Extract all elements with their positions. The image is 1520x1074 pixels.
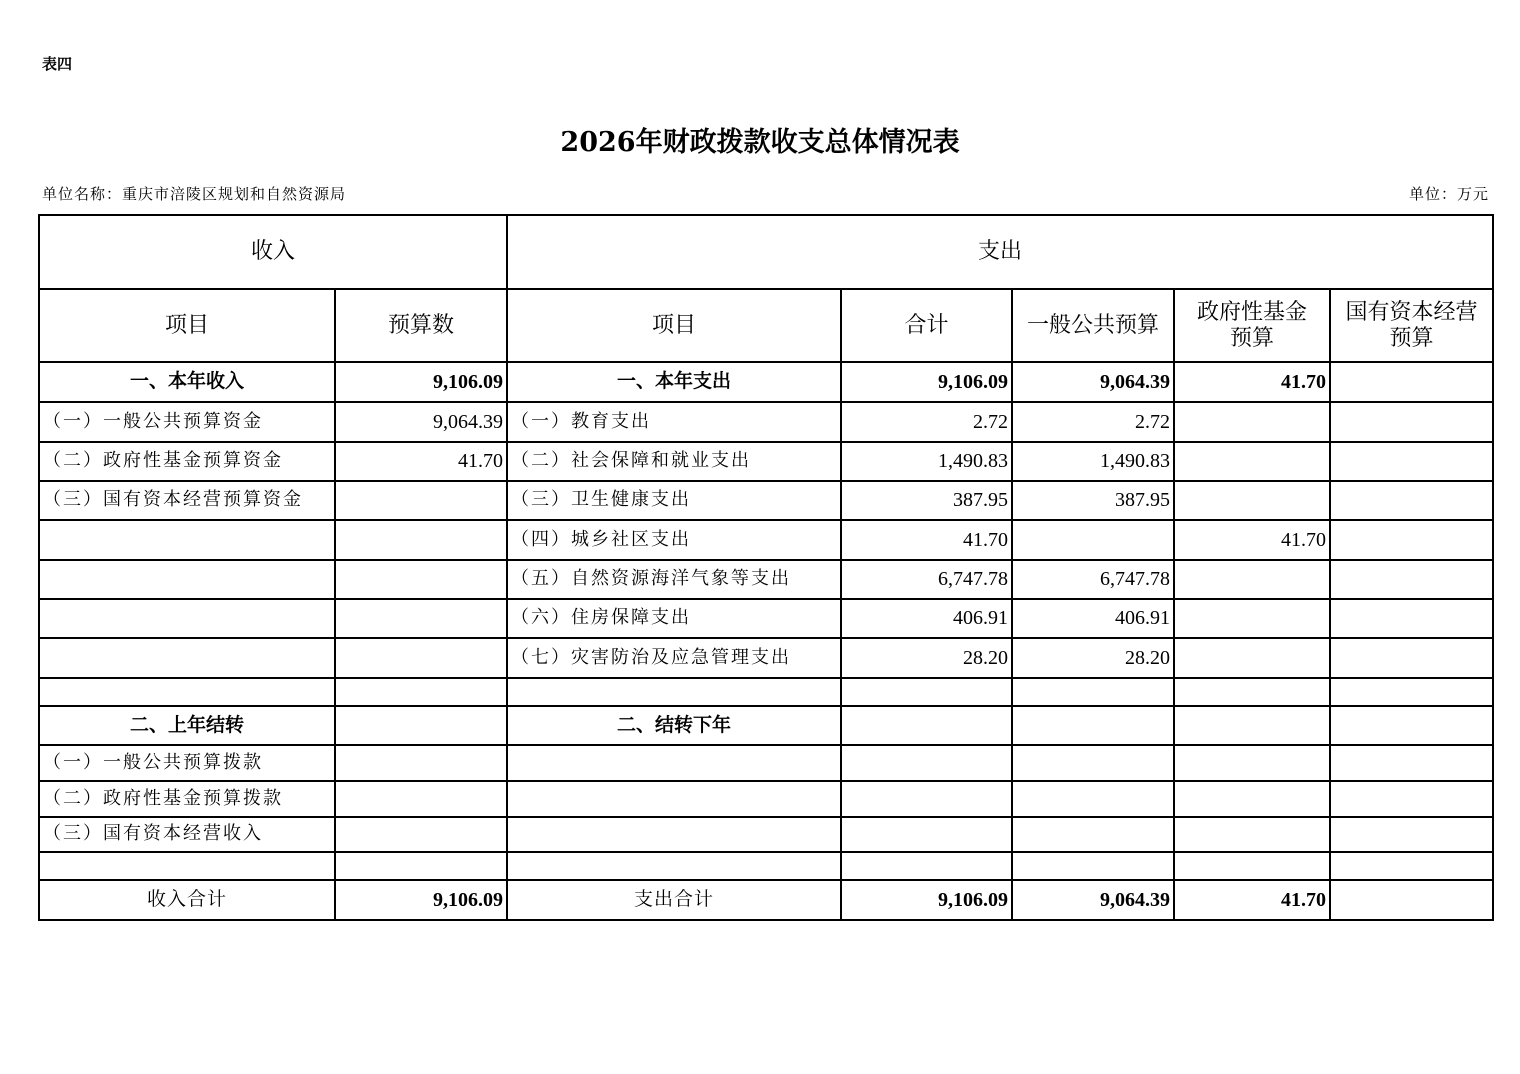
state-capital-cell xyxy=(1330,362,1493,402)
total-cell: 9,106.09 xyxy=(841,880,1012,920)
income-header: 收入 xyxy=(39,215,507,289)
table-row xyxy=(39,745,1493,781)
general-budget-cell xyxy=(1012,817,1174,852)
state-capital-cell xyxy=(1330,781,1493,817)
header-row-sub xyxy=(39,289,1493,362)
table-row xyxy=(39,520,1493,560)
income-item-cell: （二）政府性基金预算拨款 xyxy=(39,781,335,817)
expense-item-cell xyxy=(507,817,841,852)
income-item-cell: （二）政府性基金预算资金 xyxy=(39,442,335,481)
income-item-cell xyxy=(39,678,335,706)
income-item-cell xyxy=(39,638,335,678)
table-row xyxy=(39,362,1493,402)
income-item-cell: 二、上年结转 xyxy=(39,706,335,745)
gov-fund-cell xyxy=(1174,745,1330,781)
income-budget-cell: 9,106.09 xyxy=(335,362,507,402)
expense-item-cell: （三）卫生健康支出 xyxy=(507,481,841,520)
income-budget-cell xyxy=(335,560,507,599)
income-item-cell: （三）国有资本经营预算资金 xyxy=(39,481,335,520)
income-item-cell xyxy=(39,520,335,560)
general-budget-cell: 9,064.39 xyxy=(1012,362,1174,402)
total-header: 合计 xyxy=(841,289,1012,362)
income-budget-header: 预算数 xyxy=(335,289,507,362)
total-cell: 28.20 xyxy=(841,638,1012,678)
general-budget-cell: 406.91 xyxy=(1012,599,1174,638)
gov-fund-cell xyxy=(1174,402,1330,442)
income-budget-cell xyxy=(335,852,507,880)
expense-item-cell xyxy=(507,745,841,781)
gov-fund-cell xyxy=(1174,781,1330,817)
table-row xyxy=(39,880,1493,920)
total-cell: 387.95 xyxy=(841,481,1012,520)
state-capital-cell xyxy=(1330,706,1493,745)
expense-item-cell: （六）住房保障支出 xyxy=(507,599,841,638)
table-row xyxy=(39,638,1493,678)
total-cell: 1,490.83 xyxy=(841,442,1012,481)
gov-fund-cell xyxy=(1174,599,1330,638)
state-capital-header xyxy=(1330,289,1493,362)
table-row xyxy=(39,706,1493,745)
table-row xyxy=(39,560,1493,599)
income-budget-cell xyxy=(335,817,507,852)
gov-fund-header-line2: 预算 xyxy=(1230,325,1275,351)
gov-fund-cell: 41.70 xyxy=(1174,880,1330,920)
general-budget-cell: 6,747.78 xyxy=(1012,560,1174,599)
income-item-header: 项目 xyxy=(39,289,335,362)
general-budget-cell xyxy=(1012,781,1174,817)
expense-item-cell: （五）自然资源海洋气象等支出 xyxy=(507,560,841,599)
state-capital-cell xyxy=(1330,852,1493,880)
general-budget-header: 一般公共预算 xyxy=(1012,289,1174,362)
total-cell xyxy=(841,852,1012,880)
income-item-cell xyxy=(39,560,335,599)
income-budget-cell xyxy=(335,599,507,638)
gov-fund-cell: 41.70 xyxy=(1174,520,1330,560)
state-capital-cell xyxy=(1330,442,1493,481)
general-budget-cell xyxy=(1012,852,1174,880)
income-item-cell xyxy=(39,599,335,638)
state-capital-cell xyxy=(1330,678,1493,706)
income-budget-cell xyxy=(335,745,507,781)
income-budget-cell xyxy=(335,638,507,678)
expense-item-cell: （一）教育支出 xyxy=(507,402,841,442)
income-item-cell: （一）一般公共预算资金 xyxy=(39,402,335,442)
gov-fund-header xyxy=(1174,289,1330,362)
state-capital-cell xyxy=(1330,638,1493,678)
gov-fund-cell xyxy=(1174,852,1330,880)
state-capital-cell xyxy=(1330,745,1493,781)
income-budget-cell: 41.70 xyxy=(335,442,507,481)
total-cell: 2.72 xyxy=(841,402,1012,442)
gov-fund-cell xyxy=(1174,560,1330,599)
total-cell xyxy=(841,817,1012,852)
expense-item-cell: （七）灾害防治及应急管理支出 xyxy=(507,638,841,678)
table-row xyxy=(39,678,1493,706)
income-budget-cell xyxy=(335,781,507,817)
income-budget-cell: 9,064.39 xyxy=(335,402,507,442)
total-cell: 6,747.78 xyxy=(841,560,1012,599)
total-cell: 406.91 xyxy=(841,599,1012,638)
state-capital-cell xyxy=(1330,520,1493,560)
gov-fund-cell xyxy=(1174,638,1330,678)
currency-unit-label: 单位：万元 xyxy=(1408,185,1489,203)
table-row xyxy=(39,781,1493,817)
income-budget-cell xyxy=(335,481,507,520)
general-budget-cell: 2.72 xyxy=(1012,402,1174,442)
table-row xyxy=(39,481,1493,520)
gov-fund-cell xyxy=(1174,442,1330,481)
state-capital-header-line1: 国有资本经营 xyxy=(1345,300,1478,326)
gov-fund-cell xyxy=(1174,678,1330,706)
page-title: 2026年财政拨款收支总体情况表 xyxy=(560,127,960,158)
gov-fund-cell: 41.70 xyxy=(1174,362,1330,402)
expense-item-cell xyxy=(507,852,841,880)
income-item-cell: 收入合计 xyxy=(39,880,335,920)
total-cell xyxy=(841,678,1012,706)
general-budget-cell xyxy=(1012,520,1174,560)
expense-item-cell xyxy=(507,678,841,706)
expense-header: 支出 xyxy=(507,215,1493,289)
gov-fund-cell xyxy=(1174,706,1330,745)
general-budget-cell: 387.95 xyxy=(1012,481,1174,520)
header-row-top xyxy=(39,215,1493,289)
table-row xyxy=(39,442,1493,481)
income-budget-cell: 9,106.09 xyxy=(335,880,507,920)
expense-item-cell: 支出合计 xyxy=(507,880,841,920)
expense-item-cell xyxy=(507,781,841,817)
expense-item-cell: （二）社会保障和就业支出 xyxy=(507,442,841,481)
general-budget-cell: 9,064.39 xyxy=(1012,880,1174,920)
table-row xyxy=(39,402,1493,442)
unit-name-label: 单位名称：重庆市涪陵区规划和自然资源局 xyxy=(42,185,347,203)
expense-item-header: 项目 xyxy=(507,289,841,362)
general-budget-cell xyxy=(1012,706,1174,745)
total-cell xyxy=(841,781,1012,817)
table-row xyxy=(39,852,1493,880)
state-capital-cell xyxy=(1330,481,1493,520)
table-row xyxy=(39,817,1493,852)
state-capital-cell xyxy=(1330,560,1493,599)
total-cell: 9,106.09 xyxy=(841,362,1012,402)
state-capital-cell xyxy=(1330,817,1493,852)
table-body xyxy=(39,362,1493,920)
table-number-label: 表四 xyxy=(42,55,73,73)
state-capital-header-line2: 预算 xyxy=(1389,325,1434,351)
total-cell xyxy=(841,706,1012,745)
general-budget-cell xyxy=(1012,678,1174,706)
expense-item-cell: （四）城乡社区支出 xyxy=(507,520,841,560)
state-capital-cell xyxy=(1330,402,1493,442)
gov-fund-cell xyxy=(1174,481,1330,520)
income-item-cell: （一）一般公共预算拨款 xyxy=(39,745,335,781)
income-item-cell: 一、本年收入 xyxy=(39,362,335,402)
state-capital-cell xyxy=(1330,880,1493,920)
general-budget-cell: 28.20 xyxy=(1012,638,1174,678)
total-cell xyxy=(841,745,1012,781)
income-budget-cell xyxy=(335,706,507,745)
income-item-cell xyxy=(39,852,335,880)
gov-fund-header-line1: 政府性基金 xyxy=(1197,300,1308,326)
income-item-cell: （三）国有资本经营收入 xyxy=(39,817,335,852)
table-row xyxy=(39,599,1493,638)
income-budget-cell xyxy=(335,520,507,560)
expense-item-cell: 二、结转下年 xyxy=(507,706,841,745)
state-capital-cell xyxy=(1330,599,1493,638)
budget-table xyxy=(38,214,1494,921)
income-budget-cell xyxy=(335,678,507,706)
expense-item-cell: 一、本年支出 xyxy=(507,362,841,402)
general-budget-cell xyxy=(1012,745,1174,781)
general-budget-cell: 1,490.83 xyxy=(1012,442,1174,481)
gov-fund-cell xyxy=(1174,817,1330,852)
total-cell: 41.70 xyxy=(841,520,1012,560)
